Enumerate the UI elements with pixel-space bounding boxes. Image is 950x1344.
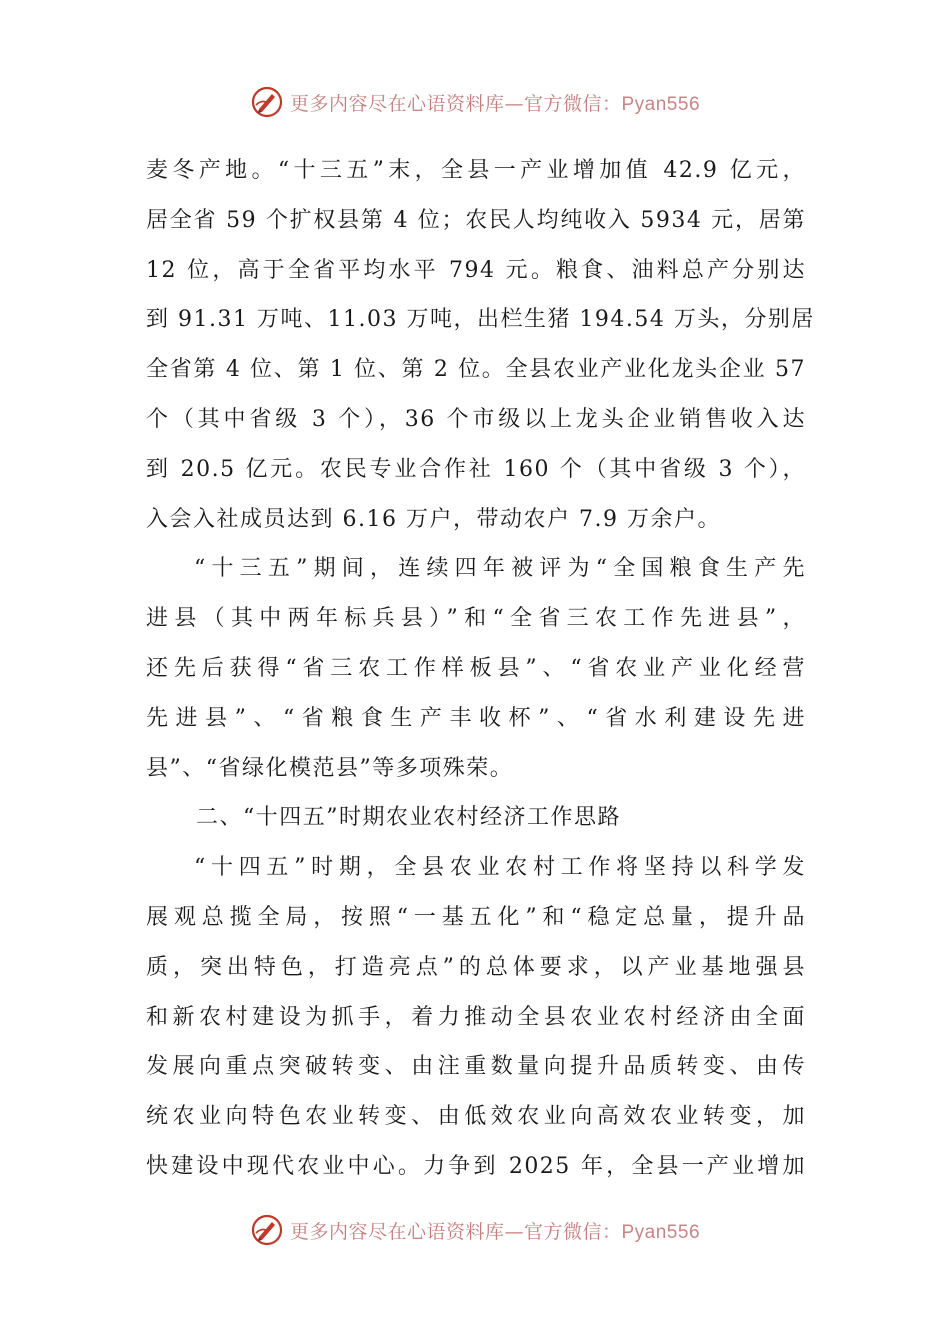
banner-caption	[290, 89, 700, 116]
footer-banner	[0, 1208, 950, 1252]
text-line: 还先后获得“省三农工作样板县”、“省农业产业化经营	[146, 655, 806, 681]
text-line: 和新农村建设为抓手，着力推动全县农业农村经济由全面	[146, 1004, 806, 1030]
text-line: 全省第 4 位、第 1 位、第 2 位。全县农业产业化龙头企业 57	[146, 357, 806, 383]
section-heading: 二、“十四五”时期农业农村经济工作思路	[196, 805, 621, 831]
text-line: 统农业向特色农业转变、由低效农业向高效农业转变，加	[146, 1104, 806, 1130]
text-line: 展观总揽全局，按照“一基五化”和“稳定总量，提升品	[146, 904, 806, 930]
banner-caption	[290, 1217, 700, 1244]
banner-wechat-id: Pyan556	[621, 1221, 701, 1243]
text-line: 质，突出特色，打造亮点”的总体要求，以产业基地强县	[146, 954, 806, 980]
text-line: 居全省 59 个扩权县第 4 位；农民人均纯收入 5934 元，居第	[146, 207, 806, 233]
text-line: 先进县”、“省粮食生产丰收杯”、“省水利建设先进	[146, 705, 806, 731]
text-line: 县”、“省绿化模范县”等多项殊荣。	[146, 755, 514, 781]
text-line: 入会入社成员达到 6.16 万户，带动农户 7.9 万余户。	[146, 506, 721, 532]
pen-logo-icon	[250, 1213, 284, 1247]
text-line: 12 位，高于全省平均水平 794 元。粮食、油料总产分别达	[146, 257, 806, 283]
text-line: “十三五”期间，连续四年被评为“全国粮食生产先	[194, 556, 806, 582]
text-line: 到 20.5 亿元。农民专业合作社 160 个（其中省级 3 个），	[146, 456, 806, 482]
banner-text: 更多内容尽在心语资料库—官方微信：	[289, 1220, 622, 1243]
document-body	[146, 146, 815, 1192]
text-line: 到 91.31 万吨、11.03 万吨，出栏生猪 194.54 万头，分别居	[146, 307, 815, 333]
text-line: “十四五”时期，全县农业农村工作将坚持以科学发	[194, 855, 806, 881]
text-line: 进县（其中两年标兵县）”和“全省三农工作先进县”，	[146, 606, 806, 632]
banner-text: 更多内容尽在心语资料库—官方微信：	[289, 92, 622, 115]
header-banner	[0, 80, 950, 124]
text-line: 个（其中省级 3 个），36 个市级以上龙头企业销售收入达	[146, 406, 806, 432]
banner-wechat-id: Pyan556	[621, 93, 701, 115]
text-line: 发展向重点突破转变、由注重数量向提升品质转变、由传	[146, 1054, 806, 1080]
pen-logo-icon	[250, 85, 284, 119]
text-line: 麦冬产地。“十三五”末，全县一产业增加值 42.9 亿元，	[146, 158, 806, 183]
text-line: 快建设中现代农业中心。力争到 2025 年，全县一产业增加	[146, 1153, 806, 1179]
